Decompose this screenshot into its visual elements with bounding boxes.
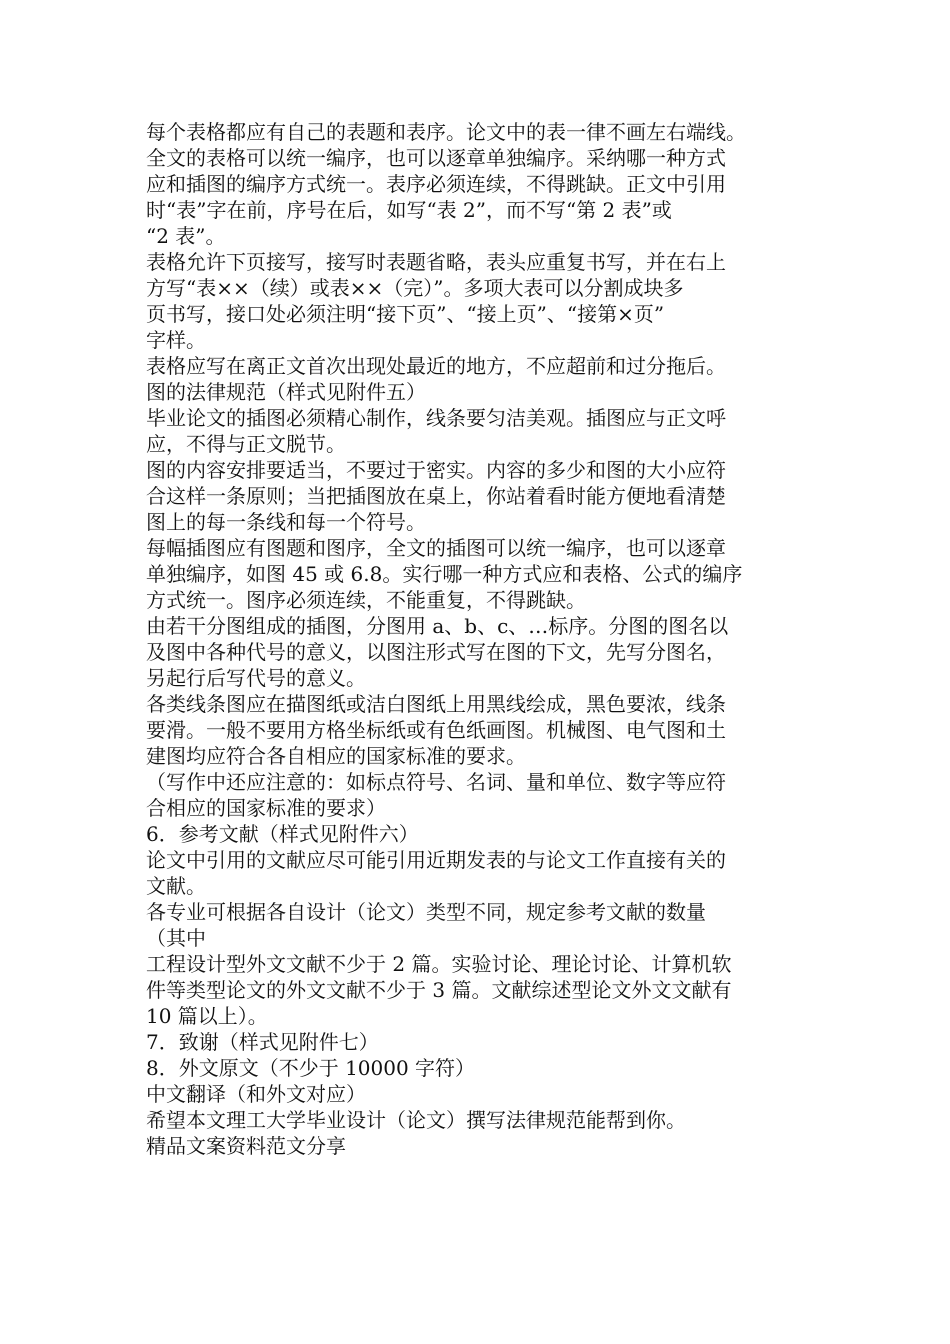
body-line: 希望本文理工大学毕业设计（论文）撰写法律规范能帮到你。 [146,1108,686,1132]
body-line: 中文翻译（和外文对应） [146,1082,366,1106]
footer-line: 精品文案资料范文分享 [146,1134,346,1158]
body-line: 全文的表格可以统一编序，也可以逐章单独编序。采纳哪一种方式 [146,146,726,170]
body-line: “2 表”。 [146,224,226,248]
body-line: 件等类型论文的外文文献不少于 3 篇。文献综述型论文外文文献有 [146,978,732,1002]
section-heading: 图的法律规范（样式见附件五） [146,380,426,404]
section-heading: 8．外文原文（不少于 10000 字符） [146,1056,476,1080]
body-line: 文献。 [146,874,206,898]
body-line: 合这样一条原则；当把插图放在桌上，你站着看时能方便地看清楚 [146,484,726,508]
body-line: 要滑。一般不要用方格坐标纸或有色纸画图。机械图、电气图和土 [146,718,726,742]
body-line: （其中 [146,926,206,950]
body-line: 单独编序，如图 45 或 6.8。实行哪一种方式应和表格、公式的编序 [146,562,743,586]
body-line: 图的内容安排要适当，不要过于密实。内容的多少和图的大小应符 [146,458,726,482]
body-line: 工程设计型外文文献不少于 2 篇。实验讨论、理论讨论、计算机软 [146,952,732,976]
body-line: 方写“表××（续）或表××（完）”。多项大表可以分割成块多 [146,276,684,300]
body-line: 应，不得与正文脱节。 [146,432,346,456]
body-line: 页书写，接口处必须注明“接下页”、“接上页”、“接第×页” [146,302,665,326]
body-line: 建图均应符合各自相应的国家标准的要求。 [146,744,526,768]
body-line: 每个表格都应有自己的表题和表序。论文中的表一律不画左右端线。 [146,120,746,144]
body-line: 合相应的国家标准的要求） [146,796,386,820]
body-line: 图上的每一条线和每一个符号。 [146,510,426,534]
body-line: 字样。 [146,328,206,352]
body-line: 及图中各种代号的意义，以图注形式写在图的下文，先写分图名， [146,640,726,664]
document-body [146,119,806,1159]
body-line: 10 篇以上）。 [146,1004,268,1028]
body-line: （写作中还应注意的：如标点符号、名词、量和单位、数字等应符 [146,770,726,794]
body-line: 应和插图的编序方式统一。表序必须连续，不得跳缺。正文中引用 [146,172,726,196]
body-line: 各类线条图应在描图纸或洁白图纸上用黑线绘成，黑色要浓，线条 [146,692,726,716]
body-line: 毕业论文的插图必须精心制作，线条要匀洁美观。插图应与正文呼 [146,406,726,430]
body-line: 另起行后写代号的意义。 [146,666,366,690]
body-line: 各专业可根据各自设计（论文）类型不同，规定参考文献的数量 [146,900,706,924]
body-line: 表格应写在离正文首次出现处最近的地方，不应超前和过分拖后。 [146,354,726,378]
body-line: 表格允许下页接写，接写时表题省略，表头应重复书写，并在右上 [146,250,726,274]
body-line: 每幅插图应有图题和图序，全文的插图可以统一编序，也可以逐章 [146,536,726,560]
body-line: 方式统一。图序必须连续，不能重复，不得跳缺。 [146,588,586,612]
body-line: 论文中引用的文献应尽可能引用近期发表的与论文工作直接有关的 [146,848,726,872]
body-line: 由若干分图组成的插图，分图用 a、b、c、…标序。分图的图名以 [146,614,729,638]
body-line: 时“表”字在前，序号在后，如写“表 2”，而不写“第 2 表”或 [146,198,672,222]
section-heading: 6．参考文献（样式见附件六） [146,822,419,846]
section-heading: 7．致谢（样式见附件七） [146,1030,379,1054]
